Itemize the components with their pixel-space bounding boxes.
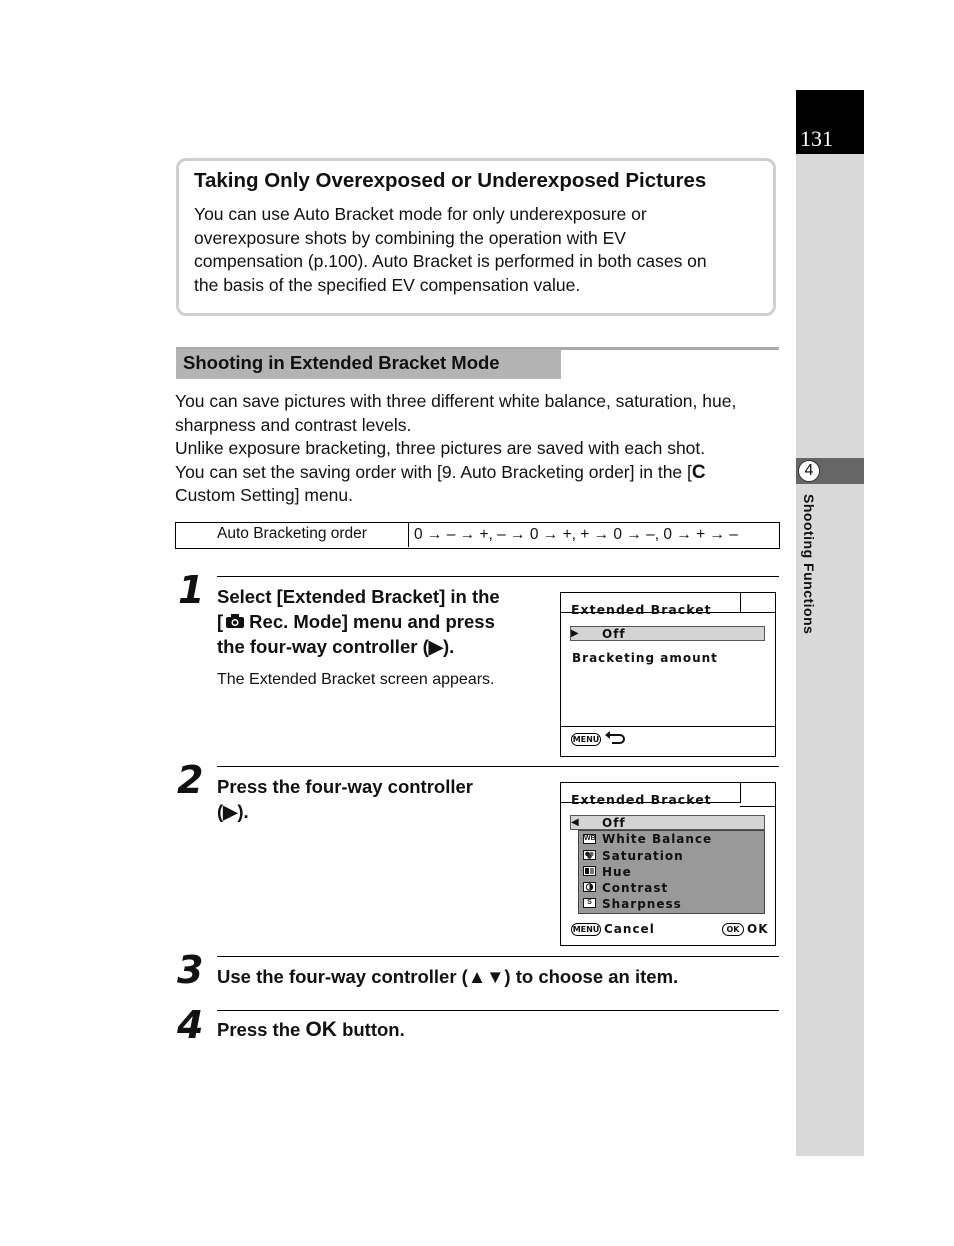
screen-2-selected-value: Off <box>602 816 626 830</box>
chapter-title: Shooting Functions <box>801 494 817 635</box>
white-balance-icon: WB <box>584 835 596 842</box>
step-3-number: 3 <box>177 948 204 992</box>
step-1-number: 1 <box>178 568 205 612</box>
intro-line: You can save pictures with three different white balance, saturation, hue, <box>175 391 737 411</box>
right-arrow-icon: ▶ <box>571 628 579 639</box>
step-1-bracket: [ <box>217 611 224 632</box>
screen-1-divider <box>740 612 775 613</box>
ok-glyph-icon: OK <box>305 1018 337 1041</box>
screen-2-selected-row <box>570 815 765 830</box>
screen-2-ok-label: OK <box>747 922 769 936</box>
tip-line: overexposure shots by combining the operation with EV <box>194 227 626 248</box>
step-2-line: Press the four-way controller <box>217 776 473 797</box>
step-4-text-before: Press the <box>217 1019 306 1040</box>
option-hue: Hue <box>602 865 632 879</box>
step-1-rule <box>217 576 779 577</box>
tip-line: You can use Auto Bracket mode for only underexposure or <box>194 204 647 224</box>
option-contrast: Contrast <box>602 881 669 895</box>
back-arrow-icon <box>604 730 626 751</box>
menu-button-icon: MENU <box>572 735 600 744</box>
step-4-text <box>217 1017 405 1042</box>
intro-line-text: You can set the saving order with [9. Auto Bracketing order] in the [ <box>175 461 692 482</box>
saturation-icon <box>583 850 596 860</box>
screen-1-footer-divider <box>561 726 775 727</box>
step-2-number: 2 <box>177 758 204 802</box>
step-2-text <box>217 774 473 824</box>
step-4-rule <box>217 1010 779 1011</box>
step-2-line: (▶). <box>217 801 249 822</box>
section-title: Shooting in Extended Bracket Mode <box>183 352 500 373</box>
step-1-line: the four-way controller (▶). <box>217 636 455 657</box>
screen-1-bracketing-amount: Bracketing amount <box>572 651 718 665</box>
option-saturation: Saturation <box>602 849 684 863</box>
intro-line: Unlike exposure bracketing, three pictures are saved with each shot. <box>175 438 706 458</box>
step-1-line-rest: Rec. Mode] menu and press <box>249 611 495 632</box>
step-4-number: 4 <box>177 1003 204 1047</box>
step-3-rule <box>217 956 779 957</box>
step-4-text-after: button. <box>336 1019 405 1040</box>
screen-1-selected-value: Off <box>602 627 626 641</box>
sharpness-icon: S <box>583 898 596 908</box>
camera-icon <box>223 611 249 632</box>
screen-1-title: Extended Bracket <box>571 602 712 617</box>
order-table-label: Auto Bracketing order <box>176 522 409 547</box>
step-2-rule <box>217 766 779 767</box>
menu-button-icon: MENU <box>572 925 600 934</box>
section-intro <box>175 390 785 508</box>
intro-line: sharpness and contrast levels. <box>175 414 412 435</box>
step-1-line <box>217 609 500 634</box>
order-table-value: 0 → – → +, – → 0 → +, + → 0 → –, 0 → + → – <box>414 526 738 543</box>
intro-line: Custom Setting] menu. <box>175 485 353 505</box>
left-arrow-icon: ◀ <box>571 817 579 828</box>
step-1-text <box>217 584 500 659</box>
screen-2-divider <box>740 806 775 807</box>
ok-button-icon: OK <box>722 923 744 936</box>
step-1-note: The Extended Bracket screen appears. <box>217 671 495 688</box>
contrast-icon <box>583 882 596 892</box>
step-3-text: Use the four-way controller (▲▼) to choose an item. <box>217 966 679 987</box>
custom-setting-c-icon: C <box>691 461 706 483</box>
tip-title: Taking Only Overexposed or Underexposed Pictures <box>194 169 707 192</box>
tip-text <box>194 203 764 297</box>
chapter-number: 4 <box>798 460 820 482</box>
intro-line <box>175 461 785 485</box>
tip-line: compensation (p.100). Auto Bracket is performed in both cases on <box>194 251 707 271</box>
option-white-balance: White Balance <box>602 832 713 846</box>
screen-1-selected-row <box>570 626 765 641</box>
page-number: 131 <box>800 126 833 151</box>
tip-line: the basis of the specified EV compensation value. <box>194 274 581 295</box>
screen-2-title: Extended Bracket <box>571 792 712 807</box>
step-1-line: Select [Extended Bracket] in the <box>217 586 500 607</box>
option-sharpness: Sharpness <box>602 897 682 911</box>
hue-icon <box>583 866 596 876</box>
screen-2-cancel-label: Cancel <box>604 922 655 936</box>
